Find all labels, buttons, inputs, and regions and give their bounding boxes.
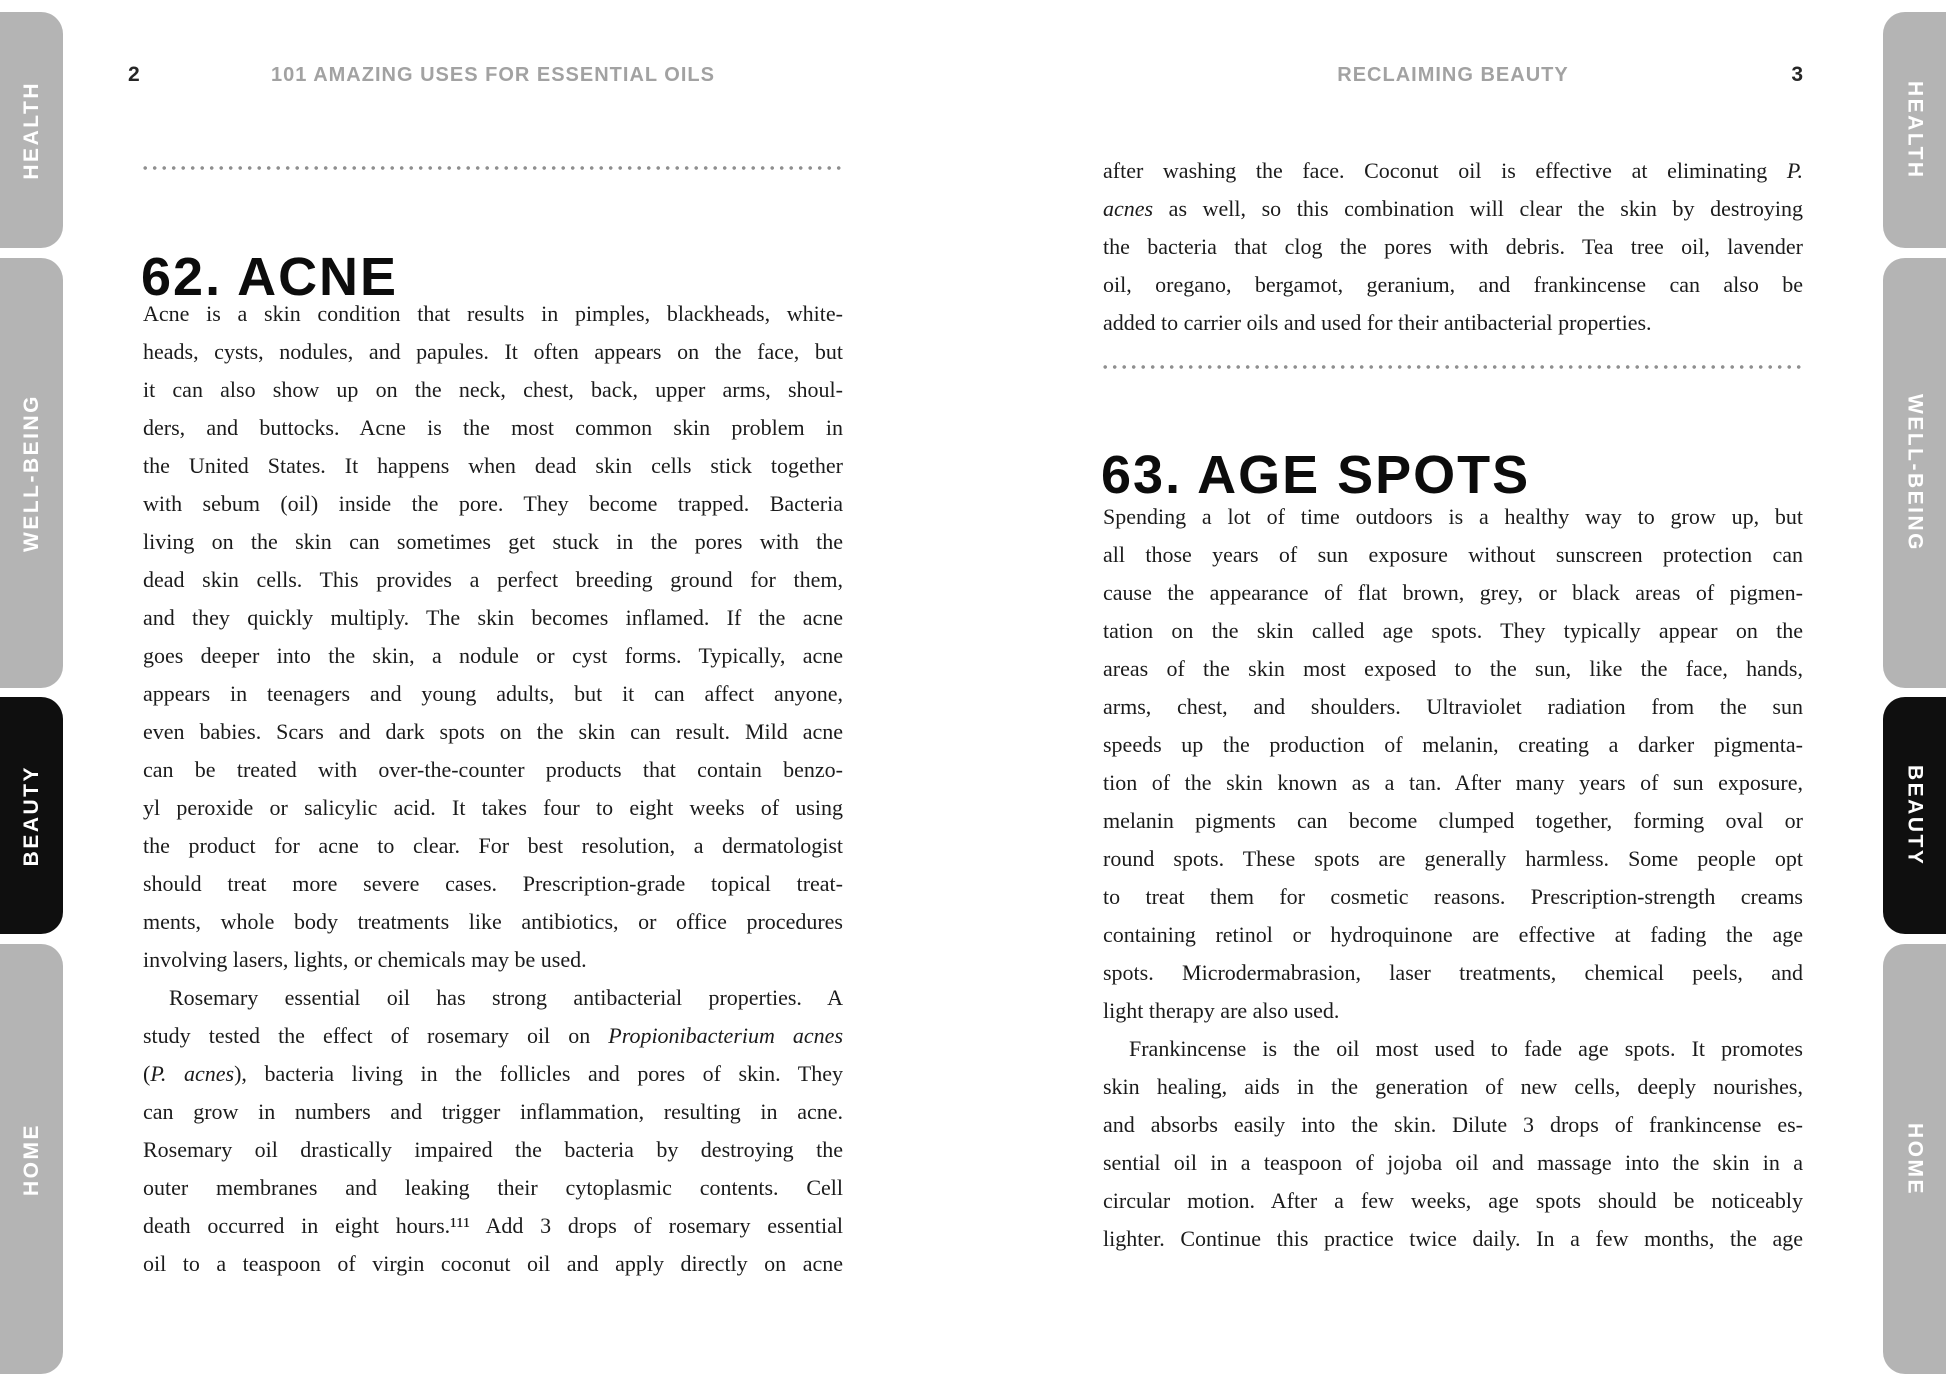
text-line: yl peroxide or salicylic acid. It takes four to eight weeks of using: [143, 795, 843, 820]
text-line: the United States. It happens when dead skin cells stick together: [143, 453, 843, 478]
text-line: round spots. These spots are generally harmless. Some people opt: [1103, 846, 1803, 871]
text-line: tion of the skin known as a tan. After many years of sun exposure,: [1103, 770, 1803, 795]
text-line: light therapy are also used.: [1103, 998, 1340, 1023]
paragraph-acne-1: [143, 295, 843, 979]
text-line: appears in teenagers and young adults, but it can affect anyone,: [143, 681, 843, 706]
text-line: the product for acne to clear. For best resolution, a dermatologist: [143, 833, 843, 858]
dotted-divider: [1103, 364, 1803, 370]
text-line: skin healing, aids in the generation of new cells, deeply nourishes,: [1103, 1074, 1803, 1099]
text-line: (P. acnes), bacteria living in the follicles and pores of skin. They: [143, 1061, 843, 1086]
text-line: it can also show up on the neck, chest, back, upper arms, shoul-: [143, 377, 843, 402]
text-line: and they quickly multiply. The skin becomes inflamed. If the acne: [143, 605, 843, 630]
text-line: ders, and buttocks. Acne is the most common skin problem in: [143, 415, 843, 440]
tab-beauty-right[interactable]: [1883, 697, 1946, 934]
text-line: Acne is a skin condition that results in pimples, blackheads, white-: [143, 301, 843, 326]
text-line: dead skin cells. This provides a perfect breeding ground for them,: [143, 567, 843, 592]
text-line: acnes as well, so this combination will clear the skin by destroying: [1103, 196, 1803, 221]
page-number-right: 3: [1791, 63, 1803, 86]
text-line: melanin pigments can become clumped together, forming oval or: [1103, 808, 1803, 833]
text-line: after washing the face. Coconut oil is effective at eliminating P.: [1103, 158, 1803, 183]
text-line: even babies. Scars and dark spots on the skin can result. Mild acne: [143, 719, 843, 744]
dotted-divider: [143, 165, 843, 171]
text-line: cause the appearance of flat brown, grey, or black areas of pigmen-: [1103, 580, 1803, 605]
tab-well-being-left-label: WELL-BEING: [19, 394, 43, 552]
paragraph-age-spots-2: [1103, 1030, 1803, 1258]
text-line: death occurred in eight hours.¹¹¹ Add 3 drops of rosemary essential: [143, 1213, 843, 1238]
tab-home-right-label: HOME: [1903, 1122, 1927, 1196]
text-line: involving lasers, lights, or chemicals may be used.: [143, 947, 587, 972]
text-line: and absorbs easily into the skin. Dilute 3 drops of frankincense es-: [1103, 1112, 1803, 1137]
tab-well-being-right-label: WELL-BEING: [1903, 394, 1927, 552]
text-line: Frankincense is the oil most used to fade age spots. It promotes: [1129, 1036, 1803, 1061]
text-line: containing retinol or hydroquinone are effective at fading the age: [1103, 922, 1803, 947]
section-heading-age-spots: 63. AGE SPOTS: [1101, 445, 1531, 506]
text-line: Rosemary oil drastically impaired the bacteria by destroying the: [143, 1137, 843, 1162]
text-line: tation on the skin called age spots. They typically appear on the: [1103, 618, 1803, 643]
text-line: living on the skin can sometimes get stuck in the pores with the: [143, 529, 843, 554]
text-line: to treat them for cosmetic reasons. Prescription-strength creams: [1103, 884, 1803, 909]
tab-home-left[interactable]: [0, 944, 63, 1374]
tab-beauty-right-label: BEAUTY: [1903, 764, 1927, 867]
text-line: should treat more severe cases. Prescription-grade topical treat-: [143, 871, 843, 896]
tab-home-right[interactable]: [1883, 944, 1946, 1374]
text-line: Spending a lot of time outdoors is a healthy way to grow up, but: [1103, 504, 1803, 529]
text-line: oil, oregano, bergamot, geranium, and frankincense can also be: [1103, 272, 1803, 297]
text-line: can grow in numbers and trigger inflammation, resulting in acne.: [143, 1099, 843, 1124]
paragraph-acne-2: [143, 979, 843, 1283]
running-head-left: 101 AMAZING USES FOR ESSENTIAL OILS: [271, 64, 715, 86]
tab-well-being-right[interactable]: [1883, 258, 1946, 688]
section-heading-acne: 62. ACNE: [141, 247, 399, 308]
tab-health-left[interactable]: [0, 12, 63, 248]
text-line: arms, chest, and shoulders. Ultraviolet radiation from the sun: [1103, 694, 1803, 719]
tab-beauty-left-label: BEAUTY: [19, 764, 43, 867]
tab-health-right[interactable]: [1883, 12, 1946, 248]
text-line: Rosemary essential oil has strong antibacterial properties. A: [169, 985, 843, 1010]
text-line: spots. Microdermabrasion, laser treatments, chemical peels, and: [1103, 960, 1803, 985]
text-line: added to carrier oils and used for their antibacterial properties.: [1103, 310, 1652, 335]
tab-home-left-label: HOME: [19, 1122, 43, 1196]
text-line: sential oil in a teaspoon of jojoba oil and massage into the skin in a: [1103, 1150, 1803, 1175]
text-line: can be treated with over-the-counter products that contain benzo-: [143, 757, 843, 782]
text-line: all those years of sun exposure without sunscreen protection can: [1103, 542, 1803, 567]
text-line: lighter. Continue this practice twice daily. In a few months, the age: [1103, 1226, 1803, 1251]
text-line: heads, cysts, nodules, and papules. It often appears on the face, but: [143, 339, 843, 364]
text-line: oil to a teaspoon of virgin coconut oil and apply directly on acne: [143, 1251, 843, 1276]
text-line: with sebum (oil) inside the pore. They become trapped. Bacteria: [143, 491, 843, 516]
tab-beauty-left[interactable]: [0, 697, 63, 934]
text-line: outer membranes and leaking their cytoplasmic contents. Cell: [143, 1175, 843, 1200]
text-line: circular motion. After a few weeks, age spots should be noticeably: [1103, 1188, 1803, 1213]
paragraph-age-spots-1: [1103, 498, 1803, 1030]
tab-health-left-label: HEALTH: [19, 80, 43, 180]
running-head-right: RECLAIMING BEAUTY: [1337, 64, 1569, 86]
page-number-left: 2: [128, 63, 140, 86]
tab-well-being-left[interactable]: [0, 258, 63, 688]
text-line: the bacteria that clog the pores with debris. Tea tree oil, lavender: [1103, 234, 1803, 259]
text-line: speeds up the production of melanin, creating a darker pigmenta-: [1103, 732, 1803, 757]
paragraph-acne-continuation: [1103, 152, 1803, 342]
tab-health-right-label: HEALTH: [1903, 80, 1927, 180]
text-line: ments, whole body treatments like antibiotics, or office procedures: [143, 909, 843, 934]
text-line: study tested the effect of rosemary oil on Propionibacterium acnes: [143, 1023, 843, 1048]
text-line: areas of the skin most exposed to the sun, like the face, hands,: [1103, 656, 1803, 681]
text-line: goes deeper into the skin, a nodule or cyst forms. Typically, acne: [143, 643, 843, 668]
